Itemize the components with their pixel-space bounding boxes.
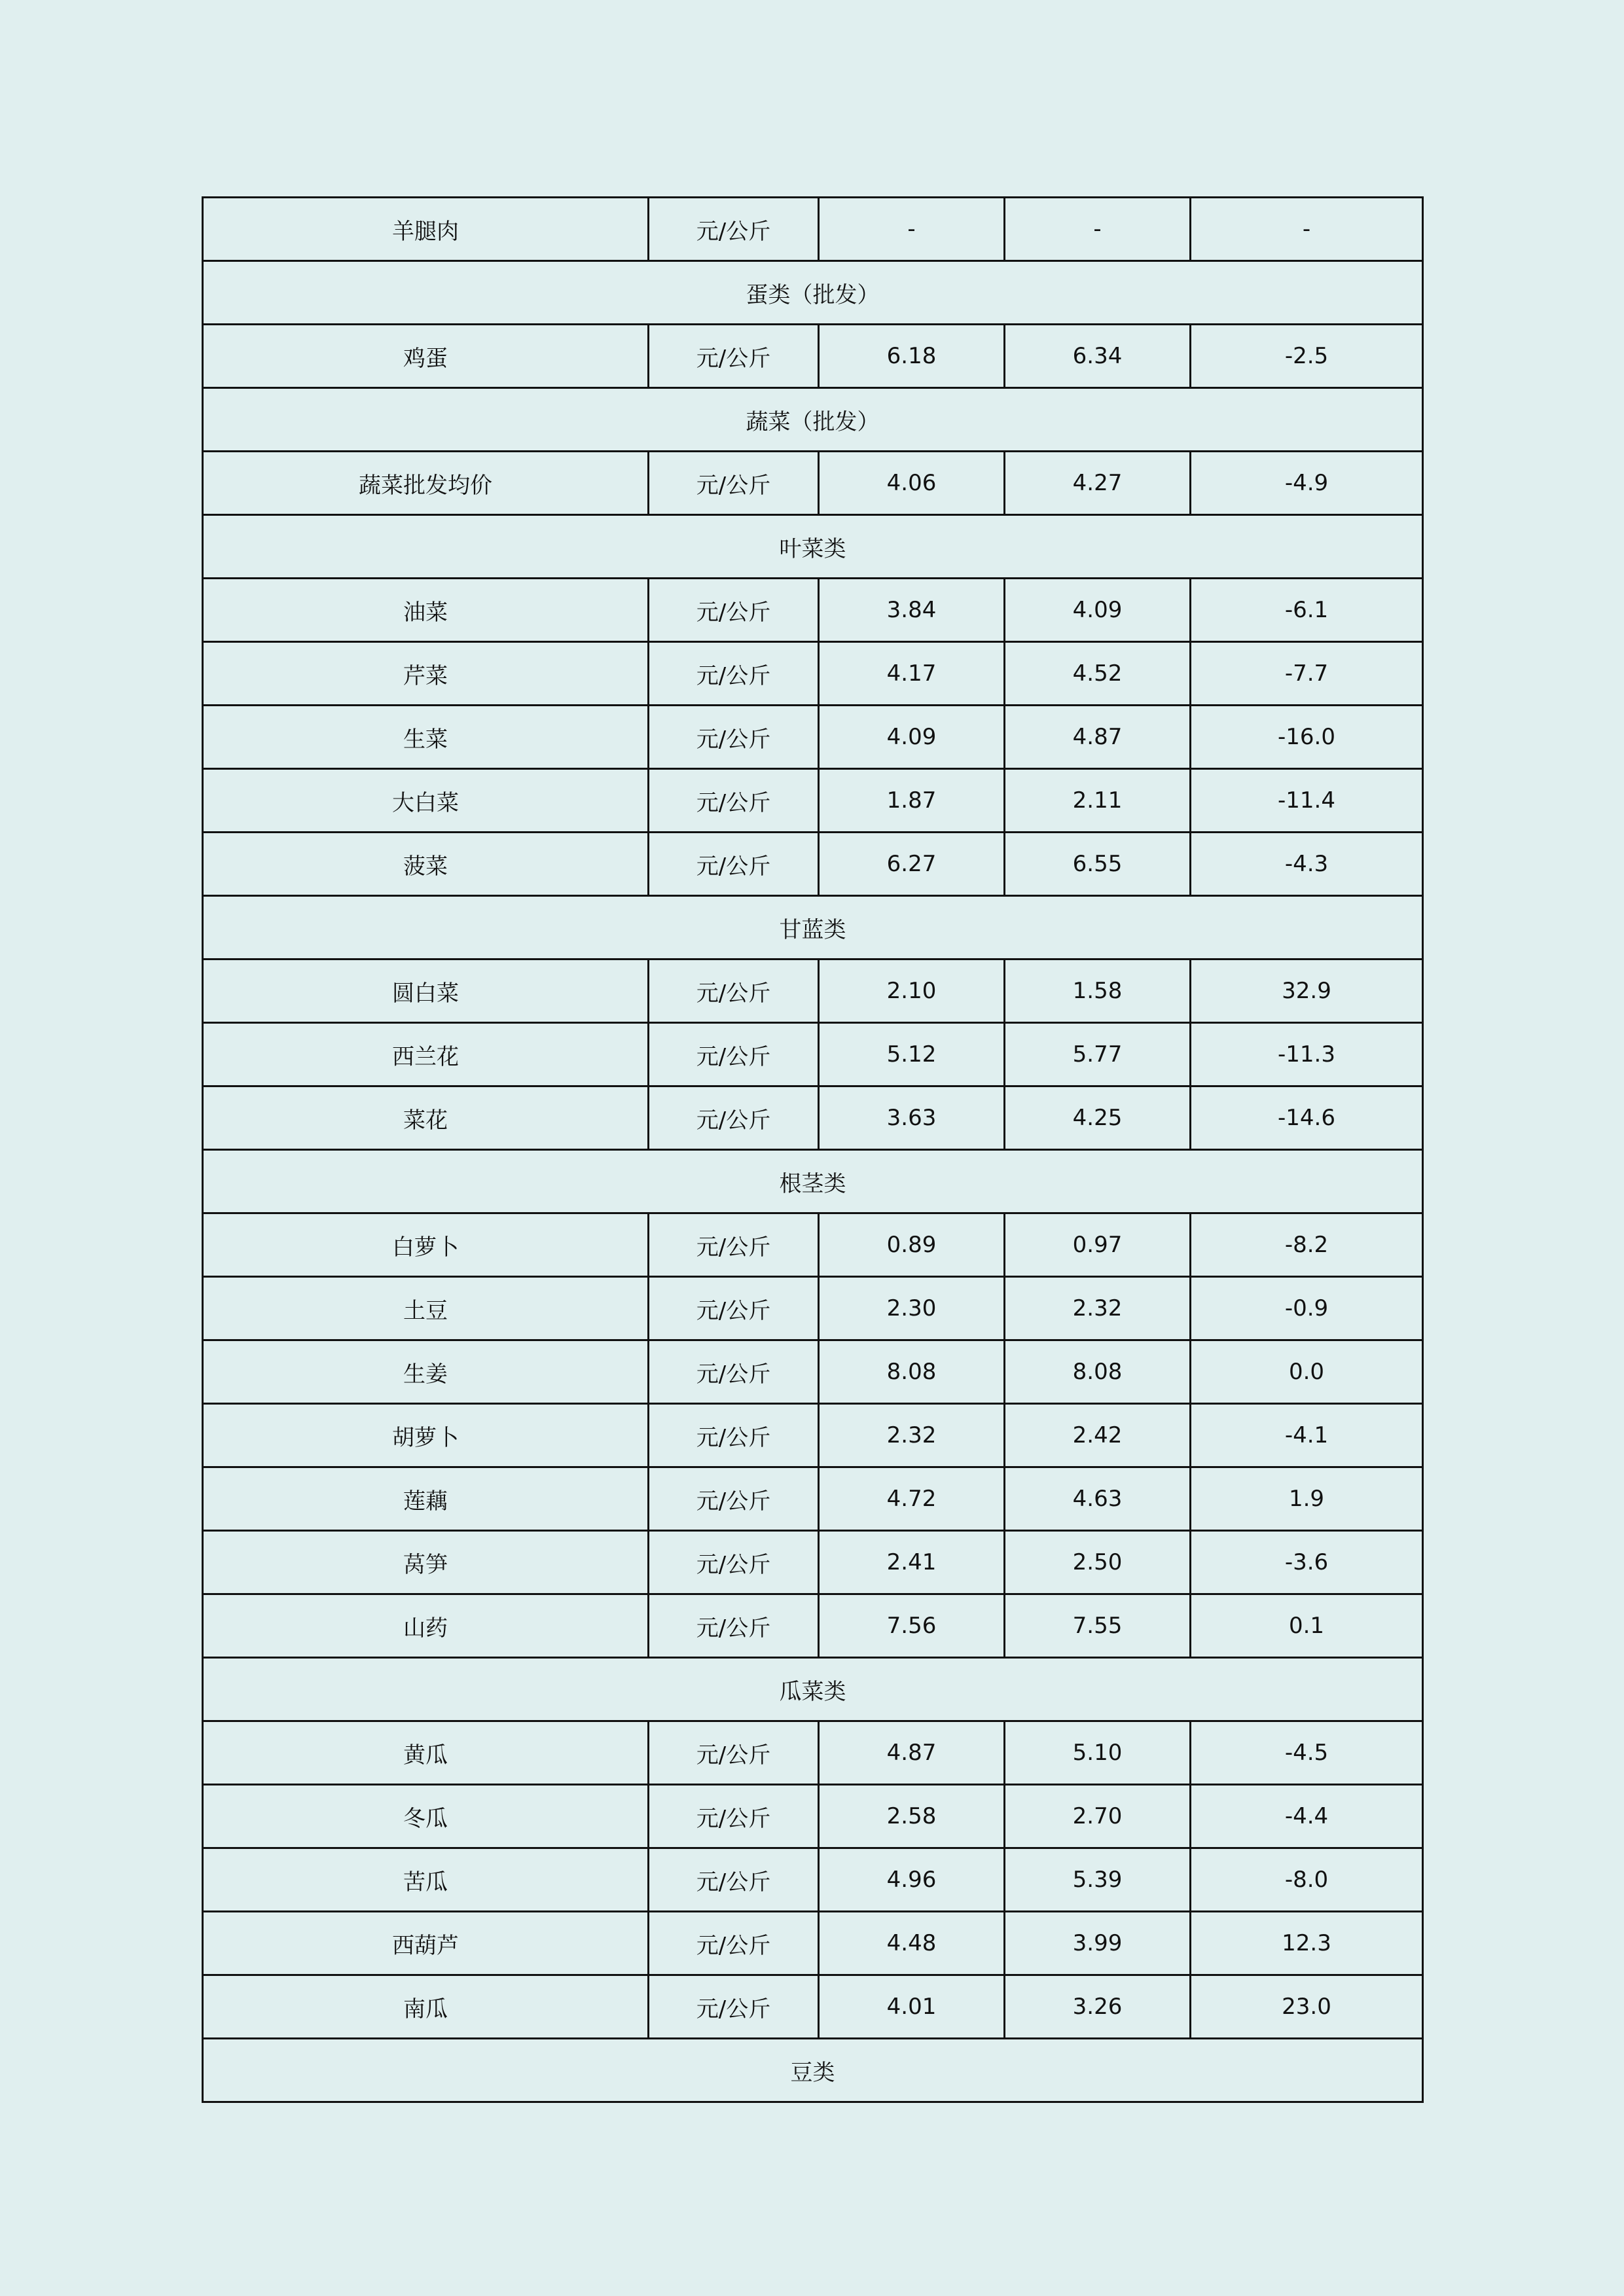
previous-price-cell: 6.34 [1005,325,1191,388]
section-header-row [203,515,1423,579]
table-row [203,1340,1423,1404]
previous-price-cell: 3.26 [1005,1975,1191,2039]
unit-cell: 元/公斤 [649,833,819,896]
unit-cell: 元/公斤 [649,1848,819,1912]
previous-price-cell: 5.77 [1005,1023,1191,1086]
item-name-cell: 山药 [203,1594,649,1658]
previous-price-cell: 4.52 [1005,642,1191,706]
item-name-cell: 胡萝卜 [203,1404,649,1467]
table-row [203,642,1423,706]
current-price-cell: 6.27 [819,833,1005,896]
item-name-cell: 菜花 [203,1086,649,1150]
table-row [203,1975,1423,2039]
change-percent-cell: -11.3 [1191,1023,1423,1086]
table-row [203,1721,1423,1785]
previous-price-cell: 4.25 [1005,1086,1191,1150]
unit-cell: 元/公斤 [649,960,819,1023]
change-percent-cell: -4.5 [1191,1721,1423,1785]
current-price-cell: 6.18 [819,325,1005,388]
table-row [203,1531,1423,1594]
table-row [203,579,1423,642]
unit-cell: 元/公斤 [649,1721,819,1785]
section-label: 叶菜类 [203,515,1423,579]
change-percent-cell: -0.9 [1191,1277,1423,1340]
previous-price-cell: 4.63 [1005,1467,1191,1531]
current-price-cell: 1.87 [819,769,1005,833]
table-row [203,1848,1423,1912]
previous-price-cell: 2.11 [1005,769,1191,833]
change-percent-cell: -8.0 [1191,1848,1423,1912]
unit-cell: 元/公斤 [649,1912,819,1975]
unit-cell: 元/公斤 [649,1277,819,1340]
item-name-cell: 冬瓜 [203,1785,649,1848]
previous-price-cell: 2.50 [1005,1531,1191,1594]
section-header-row [203,1150,1423,1213]
unit-cell: 元/公斤 [649,579,819,642]
previous-price-cell: 0.97 [1005,1213,1191,1277]
current-price-cell: 2.10 [819,960,1005,1023]
change-percent-cell: -8.2 [1191,1213,1423,1277]
unit-cell: 元/公斤 [649,1086,819,1150]
previous-price-cell: 2.42 [1005,1404,1191,1467]
previous-price-cell: 8.08 [1005,1340,1191,1404]
current-price-cell: - [819,198,1005,261]
current-price-cell: 4.72 [819,1467,1005,1531]
item-name-cell: 羊腿肉 [203,198,649,261]
section-label: 瓜菜类 [203,1658,1423,1721]
change-percent-cell: -4.3 [1191,833,1423,896]
change-percent-cell: -16.0 [1191,706,1423,769]
unit-cell: 元/公斤 [649,1594,819,1658]
table-row [203,1594,1423,1658]
change-percent-cell: 32.9 [1191,960,1423,1023]
unit-cell: 元/公斤 [649,1531,819,1594]
current-price-cell: 3.63 [819,1086,1005,1150]
item-name-cell: 西兰花 [203,1023,649,1086]
price-table [202,196,1424,2103]
change-percent-cell: 0.0 [1191,1340,1423,1404]
current-price-cell: 2.30 [819,1277,1005,1340]
item-name-cell: 西葫芦 [203,1912,649,1975]
table-row [203,1785,1423,1848]
change-percent-cell: 1.9 [1191,1467,1423,1531]
item-name-cell: 生姜 [203,1340,649,1404]
item-name-cell: 油菜 [203,579,649,642]
current-price-cell: 2.41 [819,1531,1005,1594]
unit-cell: 元/公斤 [649,452,819,515]
table-row [203,1404,1423,1467]
section-header-row [203,1658,1423,1721]
change-percent-cell: - [1191,198,1423,261]
unit-cell: 元/公斤 [649,1340,819,1404]
current-price-cell: 2.32 [819,1404,1005,1467]
previous-price-cell: 5.10 [1005,1721,1191,1785]
previous-price-cell: 4.09 [1005,579,1191,642]
item-name-cell: 莲藕 [203,1467,649,1531]
unit-cell: 元/公斤 [649,1213,819,1277]
unit-cell: 元/公斤 [649,325,819,388]
table-row [203,1467,1423,1531]
item-name-cell: 鸡蛋 [203,325,649,388]
table-row [203,1912,1423,1975]
previous-price-cell: 4.27 [1005,452,1191,515]
previous-price-cell: 3.99 [1005,1912,1191,1975]
unit-cell: 元/公斤 [649,1975,819,2039]
current-price-cell: 4.87 [819,1721,1005,1785]
item-name-cell: 白萝卜 [203,1213,649,1277]
change-percent-cell: -4.9 [1191,452,1423,515]
current-price-cell: 4.09 [819,706,1005,769]
change-percent-cell: -11.4 [1191,769,1423,833]
change-percent-cell: 23.0 [1191,1975,1423,2039]
unit-cell: 元/公斤 [649,198,819,261]
previous-price-cell: 5.39 [1005,1848,1191,1912]
table-row [203,452,1423,515]
section-label: 根茎类 [203,1150,1423,1213]
previous-price-cell: 7.55 [1005,1594,1191,1658]
current-price-cell: 4.17 [819,642,1005,706]
unit-cell: 元/公斤 [649,1023,819,1086]
previous-price-cell: 2.32 [1005,1277,1191,1340]
table-row [203,1086,1423,1150]
table-row [203,706,1423,769]
section-header-row [203,261,1423,325]
change-percent-cell: -3.6 [1191,1531,1423,1594]
table-row [203,1213,1423,1277]
current-price-cell: 3.84 [819,579,1005,642]
table-row [203,198,1423,261]
current-price-cell: 0.89 [819,1213,1005,1277]
current-price-cell: 4.06 [819,452,1005,515]
unit-cell: 元/公斤 [649,642,819,706]
item-name-cell: 土豆 [203,1277,649,1340]
price-table-body [203,198,1423,2102]
item-name-cell: 菠菜 [203,833,649,896]
current-price-cell: 7.56 [819,1594,1005,1658]
section-label: 豆类 [203,2039,1423,2102]
previous-price-cell: 6.55 [1005,833,1191,896]
section-header-row [203,896,1423,960]
section-label: 蛋类（批发） [203,261,1423,325]
section-header-row [203,388,1423,452]
change-percent-cell: -4.4 [1191,1785,1423,1848]
table-row [203,960,1423,1023]
unit-cell: 元/公斤 [649,1404,819,1467]
item-name-cell: 大白菜 [203,769,649,833]
item-name-cell: 生菜 [203,706,649,769]
item-name-cell: 南瓜 [203,1975,649,2039]
unit-cell: 元/公斤 [649,1467,819,1531]
table-row [203,1023,1423,1086]
current-price-cell: 2.58 [819,1785,1005,1848]
item-name-cell: 圆白菜 [203,960,649,1023]
item-name-cell: 黄瓜 [203,1721,649,1785]
previous-price-cell: - [1005,198,1191,261]
change-percent-cell: -7.7 [1191,642,1423,706]
unit-cell: 元/公斤 [649,1785,819,1848]
change-percent-cell: -14.6 [1191,1086,1423,1150]
item-name-cell: 莴笋 [203,1531,649,1594]
section-label: 蔬菜（批发） [203,388,1423,452]
table-row [203,833,1423,896]
current-price-cell: 4.01 [819,1975,1005,2039]
table-row [203,769,1423,833]
section-header-row [203,2039,1423,2102]
unit-cell: 元/公斤 [649,769,819,833]
change-percent-cell: -2.5 [1191,325,1423,388]
change-percent-cell: 12.3 [1191,1912,1423,1975]
unit-cell: 元/公斤 [649,706,819,769]
section-label: 甘蓝类 [203,896,1423,960]
change-percent-cell: -4.1 [1191,1404,1423,1467]
current-price-cell: 5.12 [819,1023,1005,1086]
item-name-cell: 蔬菜批发均价 [203,452,649,515]
item-name-cell: 苦瓜 [203,1848,649,1912]
item-name-cell: 芹菜 [203,642,649,706]
previous-price-cell: 1.58 [1005,960,1191,1023]
table-row [203,325,1423,388]
previous-price-cell: 4.87 [1005,706,1191,769]
previous-price-cell: 2.70 [1005,1785,1191,1848]
current-price-cell: 4.48 [819,1912,1005,1975]
current-price-cell: 4.96 [819,1848,1005,1912]
table-row [203,1277,1423,1340]
change-percent-cell: 0.1 [1191,1594,1423,1658]
current-price-cell: 8.08 [819,1340,1005,1404]
change-percent-cell: -6.1 [1191,579,1423,642]
